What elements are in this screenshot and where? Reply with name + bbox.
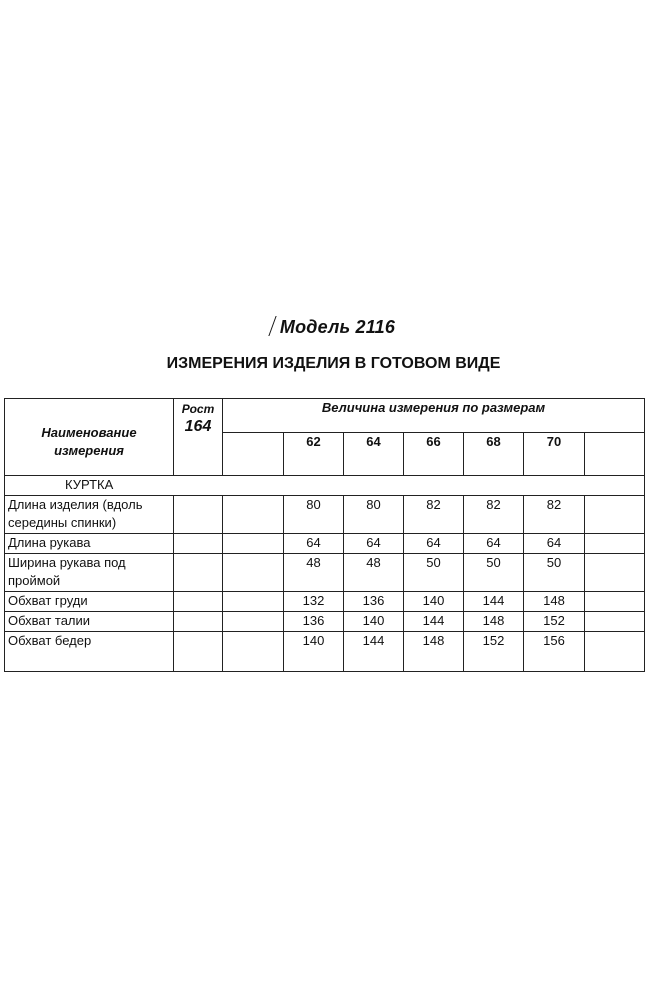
blank-cell — [223, 592, 284, 612]
size-66: 66 — [404, 433, 464, 476]
document-title: ИЗМЕРЕНИЯ ИЗДЕЛИЯ В ГОТОВОМ ВИДЕ — [166, 355, 501, 372]
value-cell: 64 — [524, 534, 585, 554]
size-64: 64 — [344, 433, 404, 476]
size-70: 70 — [524, 433, 585, 476]
blank-cell — [585, 554, 645, 592]
row-label: Обхват груди — [5, 592, 174, 612]
value-cell: 64 — [284, 534, 344, 554]
value-cell: 148 — [524, 592, 585, 612]
blank-cell — [223, 632, 284, 672]
value-cell: 50 — [524, 554, 585, 592]
row-label: Длина изделия (вдоль середины спинки) — [5, 496, 174, 534]
blank-cell — [585, 534, 645, 554]
table-row — [5, 612, 645, 632]
rost-cell — [174, 592, 223, 612]
value-cell: 64 — [464, 534, 524, 554]
rost-cell — [174, 632, 223, 672]
table-row — [5, 554, 645, 592]
value-cell: 140 — [344, 612, 404, 632]
rost-cell — [174, 534, 223, 554]
row-label: Обхват бедер — [5, 632, 174, 672]
row-label: Ширина рукава под проймой — [5, 554, 174, 592]
value-cell: 132 — [284, 592, 344, 612]
value-cell: 64 — [404, 534, 464, 554]
section-label: КУРТКА — [5, 476, 645, 496]
value-cell: 48 — [284, 554, 344, 592]
blank-cell — [223, 496, 284, 534]
value-cell: 140 — [284, 632, 344, 672]
size-62: 62 — [284, 433, 344, 476]
value-cell: 136 — [284, 612, 344, 632]
section-row — [5, 476, 645, 496]
table-row — [5, 632, 645, 672]
rost-cell — [174, 496, 223, 534]
value-cell: 144 — [404, 612, 464, 632]
value-cell: 152 — [524, 612, 585, 632]
size-68: 68 — [464, 433, 524, 476]
blank-cell — [223, 612, 284, 632]
value-cell: 136 — [344, 592, 404, 612]
name-header: Наименование измерения — [5, 399, 174, 476]
rost-cell — [174, 554, 223, 592]
value-cell: 148 — [464, 612, 524, 632]
table-row — [5, 534, 645, 554]
value-cell: 156 — [524, 632, 585, 672]
value-cell: 50 — [404, 554, 464, 592]
blank-cell — [585, 592, 645, 612]
blank-cell — [585, 612, 645, 632]
size-cell-empty — [223, 433, 284, 476]
value-cell: 144 — [344, 632, 404, 672]
rost-header — [174, 399, 223, 476]
blank-cell — [223, 534, 284, 554]
model-title-text: Модель 2116 — [279, 317, 396, 337]
values-header: Величина измерения по размерам — [223, 399, 645, 433]
size-cell-extra — [585, 433, 645, 476]
value-cell: 48 — [344, 554, 404, 592]
blank-cell — [223, 554, 284, 592]
row-label: Обхват талии — [5, 612, 174, 632]
blank-cell — [585, 632, 645, 672]
value-cell: 152 — [464, 632, 524, 672]
rost-value: 164 — [184, 418, 212, 435]
blank-cell — [585, 496, 645, 534]
value-cell: 82 — [404, 496, 464, 534]
measurement-table — [4, 398, 645, 672]
value-cell: 82 — [524, 496, 585, 534]
value-cell: 140 — [404, 592, 464, 612]
row-label: Длина рукава — [5, 534, 174, 554]
value-cell: 148 — [404, 632, 464, 672]
value-cell: 80 — [284, 496, 344, 534]
value-cell: 64 — [344, 534, 404, 554]
rost-cell — [174, 612, 223, 632]
value-cell: 80 — [344, 496, 404, 534]
value-cell: 144 — [464, 592, 524, 612]
rost-label: Рост — [181, 402, 215, 416]
model-title — [0, 316, 667, 338]
value-cell: 50 — [464, 554, 524, 592]
value-cell: 82 — [464, 496, 524, 534]
table-row — [5, 592, 645, 612]
table-row — [5, 496, 645, 534]
header-row — [5, 399, 645, 433]
